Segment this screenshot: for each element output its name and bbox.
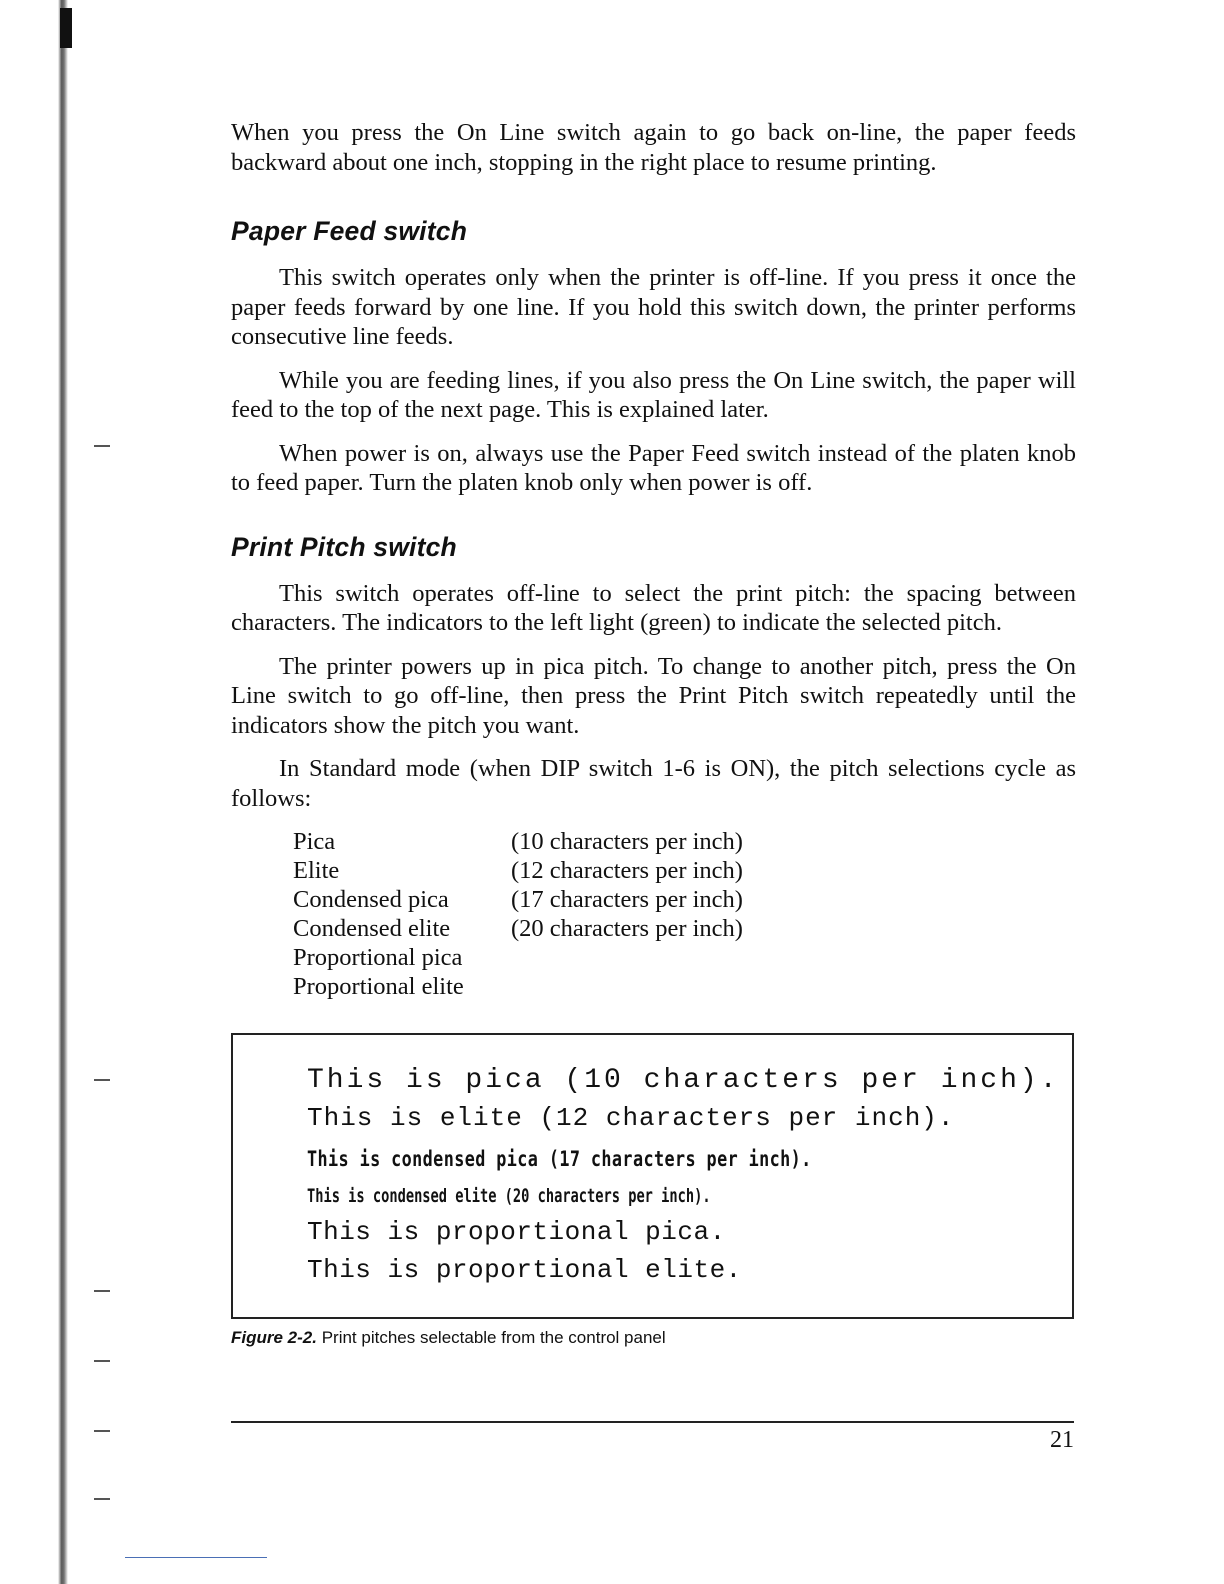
page-number: 21 — [1050, 1427, 1074, 1453]
binding-edge — [58, 0, 68, 1584]
pitch-name: Pica — [293, 828, 336, 855]
page-body — [231, 118, 1076, 1001]
footer-rule — [231, 1421, 1074, 1423]
pitch-name: Proportional pica — [293, 944, 463, 971]
pitch-row — [293, 827, 743, 856]
pitch-row — [293, 972, 743, 1001]
figure-caption — [231, 1327, 666, 1349]
sample-elite: This is elite (12 characters per inch). — [307, 1103, 955, 1133]
intro-paragraph: When you press the On Line switch again to go back on-line, the paper feeds backward about one inch, stopping in the right place to resume printing. — [231, 119, 1076, 176]
paper-feed-heading: Paper Feed switch — [231, 216, 468, 246]
margin-tick — [94, 1498, 110, 1500]
pitch-desc: (17 characters per inch) — [511, 886, 743, 913]
pitch-desc: (12 characters per inch) — [511, 857, 743, 884]
margin-tick — [94, 1360, 110, 1362]
print-pitch-paragraph: This switch operates off-line to select the print pitch: the spacing between characters. The indicators to the left light (green) to indicate the selected pitch. — [231, 579, 1076, 636]
margin-tick — [94, 1079, 110, 1081]
sample-condensed-pica: This is condensed pica (17 characters per inch). — [307, 1147, 812, 1171]
pitch-name: Condensed elite — [293, 915, 451, 942]
pitch-desc: (20 characters per inch) — [511, 915, 743, 942]
margin-tick — [94, 445, 110, 447]
binding-mark — [60, 8, 72, 48]
pitch-desc — [511, 972, 743, 1001]
sample-condensed-elite: This is condensed elite (20 characters per inch). — [307, 1185, 711, 1207]
sample-proportional-pica: This is proportional pica. — [307, 1217, 726, 1247]
margin-tick — [94, 1290, 110, 1292]
pitch-desc: (10 characters per inch) — [511, 828, 743, 855]
pitch-row — [293, 856, 743, 885]
print-pitch-heading: Print Pitch switch — [231, 531, 457, 562]
margin-tick — [94, 1430, 110, 1432]
pitch-desc — [511, 943, 743, 972]
paper-feed-paragraph: This switch operates only when the printer is off-line. If you press it once the paper feeds forward by one line. If you hold this switch down, the printer performs consecutive line feeds. — [231, 264, 1076, 350]
figure-caption-label: Figure 2-2. — [231, 1328, 317, 1347]
pitch-list — [293, 827, 743, 1001]
print-pitch-paragraph: The printer powers up in pica pitch. To change to another pitch, press the On Line switch to go off-line, then press the Print Pitch switch repeatedly until the indicators show the pitch you want. — [231, 652, 1076, 739]
pitch-row — [293, 914, 743, 943]
pitch-row — [293, 885, 743, 914]
pitch-row — [293, 943, 743, 972]
pitch-name: Condensed pica — [293, 886, 449, 913]
figure-caption-text: Print pitches selectable from the control panel — [316, 1328, 666, 1347]
scan-bottom-rule — [125, 1557, 267, 1558]
print-pitch-paragraph: In Standard mode (when DIP switch 1-6 is ON), the pitch selections cycle as follows: — [231, 755, 1076, 812]
pitch-name: Proportional elite — [293, 973, 464, 1000]
sample-proportional-elite: This is proportional elite. — [307, 1255, 742, 1285]
paper-feed-paragraph: While you are feeding lines, if you also press the On Line switch, the paper will feed to the top of the next page. This is explained later. — [231, 366, 1076, 423]
pitch-name: Elite — [293, 857, 340, 884]
sample-pica: This is pica (10 characters per inch). — [307, 1065, 1060, 1096]
paper-feed-paragraph: When power is on, always use the Paper Feed switch instead of the platen knob to feed paper. Turn the platen knob only when power is off. — [231, 439, 1076, 496]
figure-sample-box — [231, 1033, 1074, 1319]
